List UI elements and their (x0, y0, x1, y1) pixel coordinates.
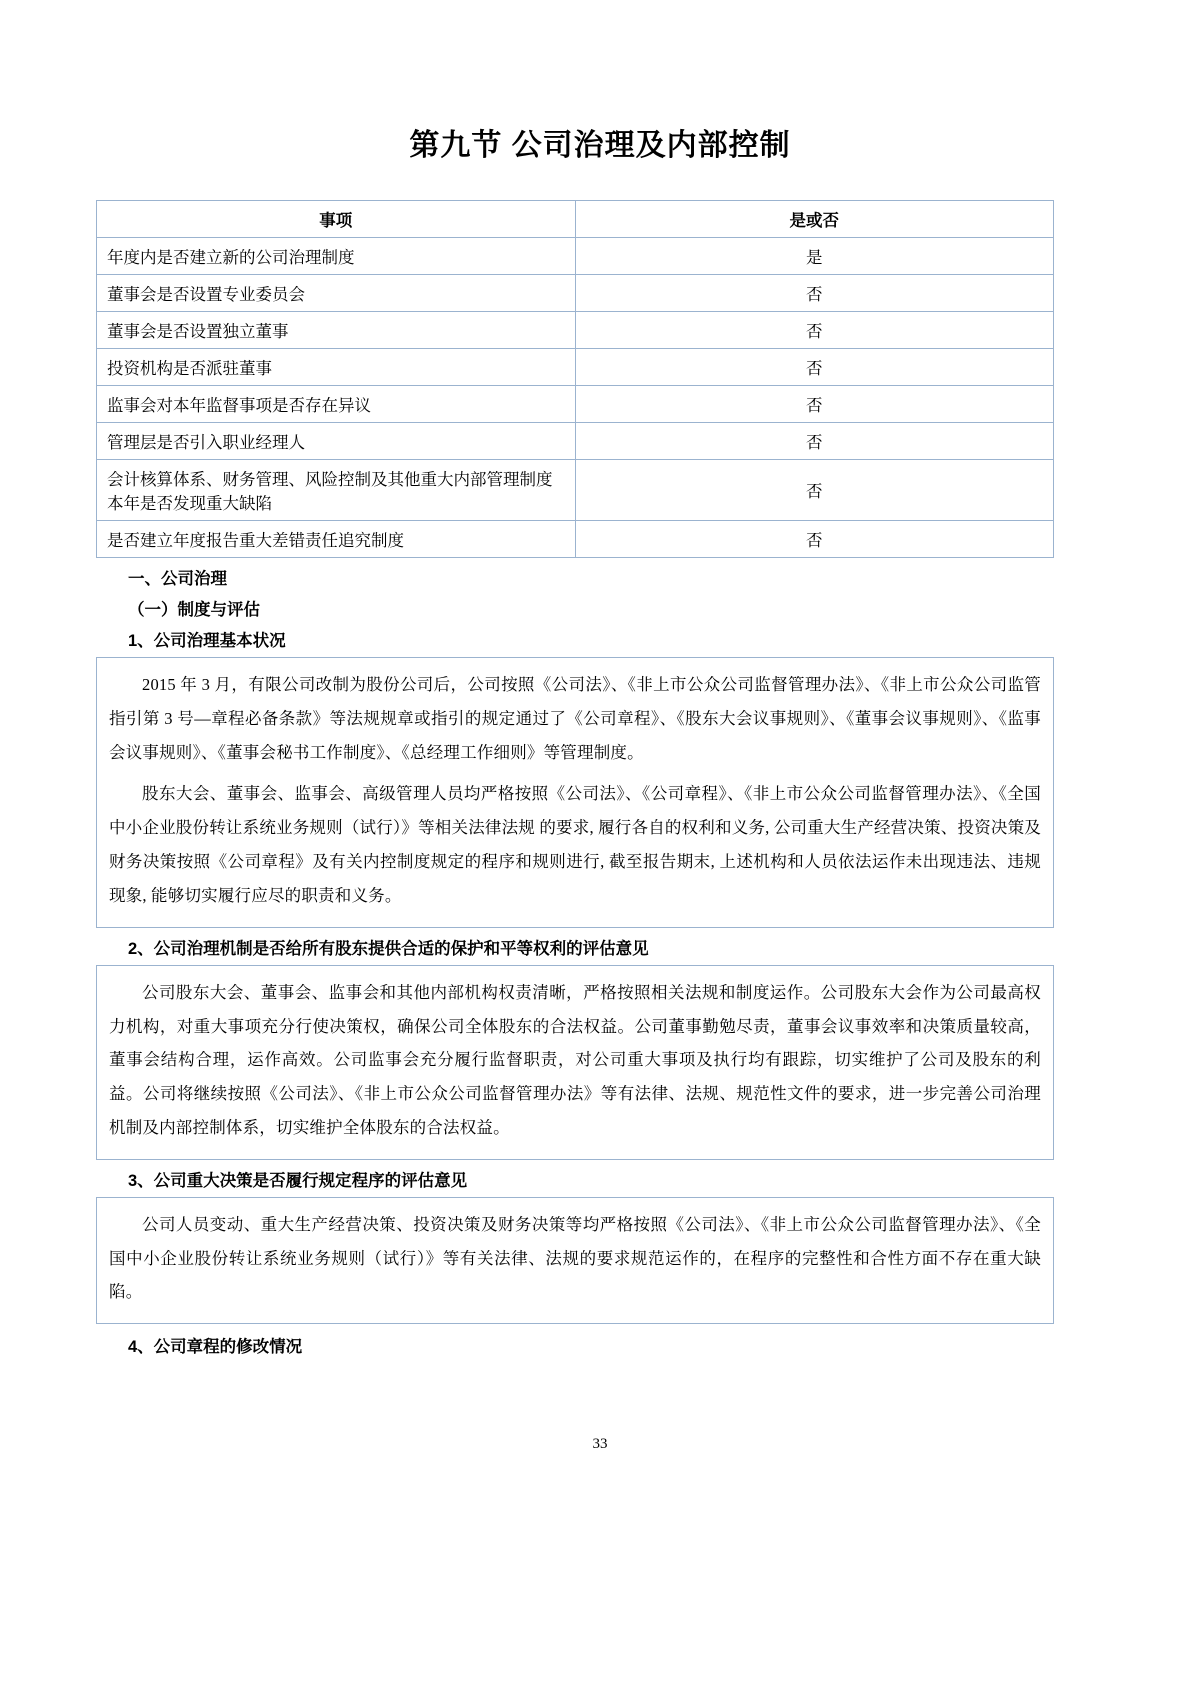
section-heading-system-and-evaluation: （一）制度与评估 (128, 601, 260, 619)
text-block-basic-status (96, 657, 1054, 928)
row-item-label: 是否建立年度报告重大差错责任追究制度 (97, 521, 576, 558)
section-heading-corporate-governance: 一、公司治理 (128, 570, 227, 588)
row-item-label: 投资机构是否派驻董事 (97, 349, 576, 386)
table-row (97, 349, 1054, 386)
paragraph: 公司人员变动、重大生产经营决策、投资决策及财务决策等均严格按照《公司法》、《非上市公众公司监督管理办法》、《全国中小企业股份转让系统业务规则（试行）》等有关法律、法规的要求规范运作的，在程序的完整性和合性方面不存在重大缺陷。 (109, 1214, 1041, 1302)
table-row (97, 275, 1054, 312)
text-block-major-decisions (96, 1197, 1054, 1324)
text-block-shareholder-protection (96, 965, 1054, 1160)
row-item-label: 年度内是否建立新的公司治理制度 (97, 238, 576, 275)
column-header-value: 是或否 (575, 201, 1054, 238)
row-item-label: 董事会是否设置独立董事 (97, 312, 576, 349)
table-row (97, 460, 1054, 521)
section-heading-shareholder-protection: 2、公司治理机制是否给所有股东提供合适的保护和平等权利的评估意见 (128, 939, 649, 958)
row-item-label: 管理层是否引入职业经理人 (97, 423, 576, 460)
section-heading-major-decisions: 3、公司重大决策是否履行规定程序的评估意见 (128, 1171, 468, 1190)
row-item-value: 否 (575, 521, 1054, 558)
section-heading-basic-status: 1、公司治理基本状况 (128, 632, 286, 650)
page-number: 33 (592, 1436, 608, 1452)
page-content (92, 120, 1108, 1357)
table-row (97, 521, 1054, 558)
row-item-value: 否 (575, 460, 1054, 521)
table-row (97, 238, 1054, 275)
paragraph: 公司股东大会、董事会、监事会和其他内部机构权责清晰，严格按照相关法规和制度运作。公司股东大会作为公司最高权力机构，对重大事项充分行使决策权，确保公司全体股东的合法权益。公司董事勤勉尽责，董事会议事效率和决策质量较高，董事会结构合理，运作高效。公司监事会充分履行监督职责，对公司重大事项及执行均有跟踪，切实维护了公司及股东的利益。公司将继续按照《公司法》、《非上市公众公司监督管理办法》等有法律、法规、规范性文件的要求，进一步完善公司治理机制及内部控制体系，切实维护全体股东的合法权益。 (109, 982, 1041, 1137)
row-item-value: 否 (575, 349, 1054, 386)
page-title: 第九节 公司治理及内部控制 (409, 129, 791, 162)
table-row (97, 423, 1054, 460)
table-row (97, 312, 1054, 349)
paragraph: 2015 年 3 月，有限公司改制为股份公司后，公司按照《公司法》、《非上市公众公司监督管理办法》、《非上市公众公司监管指引第 3 号—章程必备条款》等法规规章或指引的规定通过了《公司章程》、《股东大会议事规则》、《董事会议事规则》、《监事会议事规则》、《董事会秘书工作制度》、《总经理工作细则》等管理制度。 (109, 675, 1041, 762)
column-header-item: 事项 (97, 201, 576, 238)
row-item-value: 否 (575, 275, 1054, 312)
row-item-label: 监事会对本年监督事项是否存在异议 (97, 386, 576, 423)
row-item-value: 否 (575, 312, 1054, 349)
row-item-label: 会计核算体系、财务管理、风险控制及其他重大内部管理制度本年是否发现重大缺陷 (97, 460, 576, 521)
row-item-value: 是 (575, 238, 1054, 275)
governance-matrix-table (96, 200, 1054, 558)
row-item-value: 否 (575, 386, 1054, 423)
section-heading-articles-amendment: 4、公司章程的修改情况 (128, 1338, 303, 1357)
row-item-value: 否 (575, 423, 1054, 460)
table-row (97, 386, 1054, 423)
paragraph: 股东大会、董事会、监事会、高级管理人员均严格按照《公司法》、《公司章程》、《非上市公众公司监督管理办法》、《全国中小企业股份转让系统业务规则（试行）》等相关法律法规 的要求, 履行各自的权利和义务, 公司重大生产经营决策、投资决策及财务决策按照《公司章程》及有关内控制度规定的程序和规则进行, 截至报告期末, 上述机构和人员依法运作未出现违法、违规现象, 能够切实履行应尽的职责和义务。 (109, 784, 1041, 905)
table-header-row (97, 201, 1054, 238)
row-item-label: 董事会是否设置专业委员会 (97, 275, 576, 312)
